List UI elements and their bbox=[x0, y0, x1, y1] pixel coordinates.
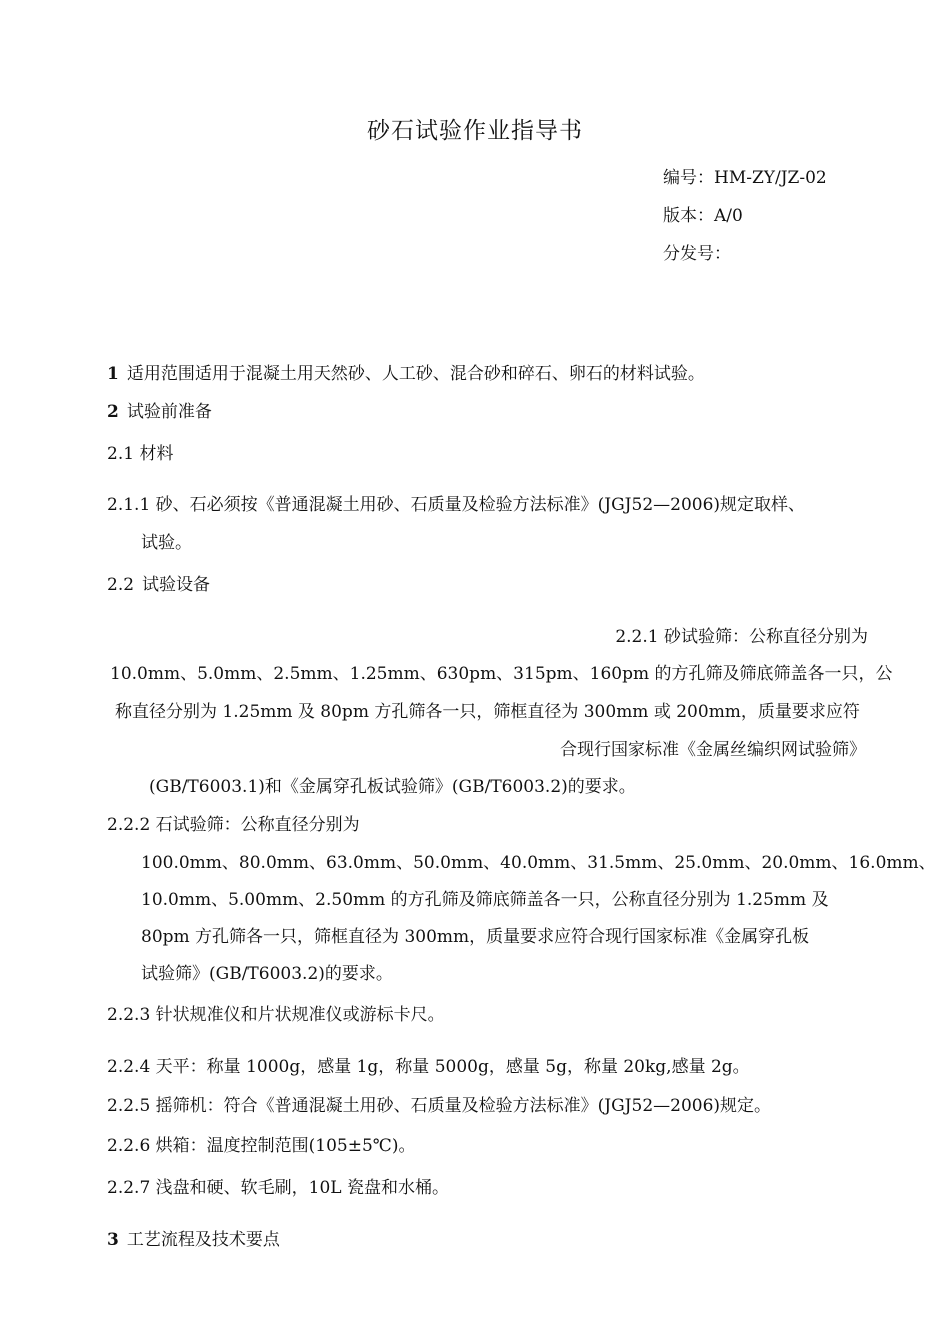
section-2-2-4: 2.2.4 天平：称量 1000g，感量 1g，称量 5000g，感量 5g，称量 20kg,感量 2g。 bbox=[107, 1057, 750, 1077]
section-2-2-2-line-3: 10.0mm、5.00mm、2.50mm 的方孔筛及筛底筛盖各一只，公称直径分别为 1.25mm 及 bbox=[141, 890, 829, 910]
section-2-2-1-line-2: 10.0mm、5.0mm、2.5mm、1.25mm、630pm、315pm、160pm 的方孔筛及筛底筛盖各一只，公 bbox=[110, 664, 893, 684]
section-2-2-5: 2.2.5 摇筛机：符合《普通混凝土用砂、石质量及检验方法标准》(JGJ52—2006)规定。 bbox=[107, 1096, 772, 1116]
section-2-1-1-line-1: 2.1.1 砂、石必须按《普通混凝土用砂、石质量及检验方法标准》(JGJ52—2006)规定取样、 bbox=[107, 495, 806, 515]
section-2-2-number: 2.2 bbox=[107, 575, 135, 595]
section-2-2-3: 2.2.3 针状规准仪和片状规准仪或游标卡尺。 bbox=[107, 1005, 445, 1025]
section-1 bbox=[107, 359, 705, 384]
section-2-2-1-line-5: (GB/T6003.1)和《金属穿孔板试验筛》(GB/T6003.2)的要求。 bbox=[149, 777, 636, 797]
section-1-number: 1 bbox=[107, 364, 119, 384]
section-2-2-2-line-1: 2.2.2 石试验筛：公称直径分别为 bbox=[107, 815, 360, 835]
section-2-2-2-line-5: 试验筛》(GB/T6003.2)的要求。 bbox=[141, 964, 393, 984]
section-2-2-1-line-4: 合现行国家标准《金属丝编织网试验筛》 bbox=[560, 740, 866, 760]
section-2-2-text: 试验设备 bbox=[142, 575, 211, 595]
section-3-number: 3 bbox=[107, 1230, 119, 1250]
section-2-2-7: 2.2.7 浅盘和硬、软毛刷，10L 瓷盘和水桶。 bbox=[107, 1178, 449, 1198]
section-2-text: 试验前准备 bbox=[126, 402, 212, 422]
section-3-text: 工艺流程及技术要点 bbox=[126, 1230, 280, 1250]
section-2-2 bbox=[107, 570, 210, 595]
document-code: 编号：HM-ZY/JZ-02 bbox=[663, 168, 827, 188]
section-2-1: 2.1 材料 bbox=[107, 444, 174, 464]
section-2-1-1-line-2: 试验。 bbox=[141, 533, 192, 553]
section-2 bbox=[107, 397, 212, 422]
section-2-2-1-line-3: 称直径分别为 1.25mm 及 80pm 方孔筛各一只，筛框直径为 300mm 或 200mm，质量要求应符 bbox=[115, 702, 860, 722]
section-2-2-6: 2.2.6 烘箱：温度控制范围(105±5℃)。 bbox=[107, 1136, 416, 1156]
document-title: 砂石试验作业指导书 bbox=[367, 118, 583, 144]
section-2-2-2-line-2: 100.0mm、80.0mm、63.0mm、50.0mm、40.0mm、31.5mm、25.0mm、20.0mm、16.0mm、 bbox=[141, 853, 936, 873]
section-1-text: 适用范围适用于混凝土用天然砂、人工砂、混合砂和碎石、卵石的材料试验。 bbox=[126, 364, 705, 384]
section-2-2-1-line-1: 2.2.1 砂试验筛：公称直径分别为 bbox=[615, 627, 868, 647]
distribution-number: 分发号： bbox=[663, 244, 731, 264]
document-version: 版本：A/0 bbox=[663, 206, 743, 226]
section-3 bbox=[107, 1225, 280, 1250]
section-2-number: 2 bbox=[107, 402, 119, 422]
section-2-2-2-line-4: 80pm 方孔筛各一只，筛框直径为 300mm，质量要求应符合现行国家标准《金属穿孔板 bbox=[141, 927, 810, 947]
